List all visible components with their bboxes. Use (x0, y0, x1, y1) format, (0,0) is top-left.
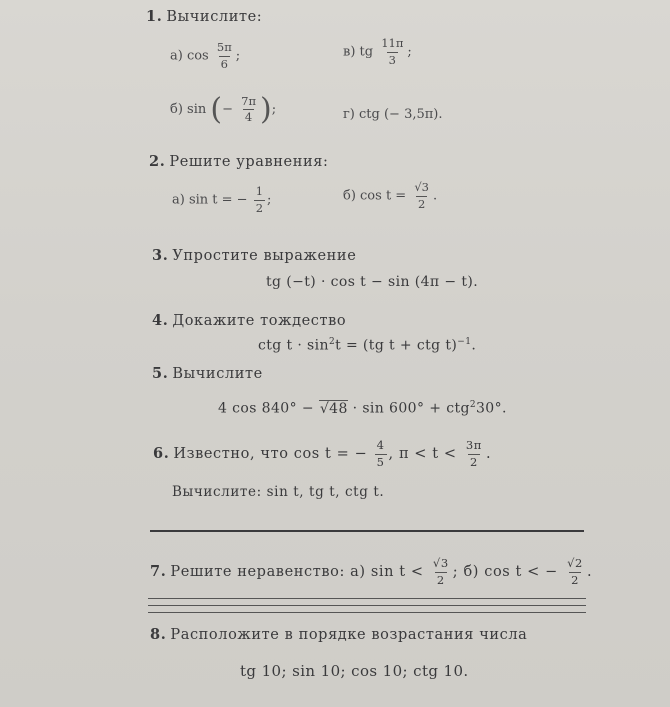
task-3-heading (152, 247, 356, 264)
task-1-item-g: г) ctg (− 3,5π). (343, 107, 443, 122)
task-6-number: 6. (153, 445, 170, 462)
task-1-heading (146, 8, 262, 25)
task-7-heading: 7. Решите неравенство: а) sin t < $\frac{√3}{2}$ ; б) cos t < − $\frac{√2}{2}$ . (150, 556, 593, 587)
task-5-title: Вычислите (172, 366, 263, 382)
task-4-heading (152, 312, 346, 329)
task-2-item-a: а) sin t = − $\frac{1}{2}$ ; (172, 184, 272, 215)
task-5-expression: 4 cos 840° − √48 · sin 600° + ctg$^2$30°. (218, 400, 507, 417)
task-2-number: 2. (149, 153, 166, 170)
divider (148, 605, 586, 606)
divider (148, 598, 586, 599)
task-6-subquestion: Вычислите: sin t, tg t, ctg t. (172, 484, 385, 500)
task-8-expression: tg 10; sin 10; cos 10; ctg 10. (240, 662, 469, 680)
task-2-item-b: б) cos t = $\frac{√3}{2}$ . (343, 180, 438, 211)
task-1-item-b: б) sin (− $\frac{7\pi}{4}$ ); (170, 92, 277, 127)
fraction: $\frac{7\pi}{4}$ (241, 93, 257, 124)
task-8-number: 8. (150, 626, 167, 643)
task-1-number: 1. (146, 8, 163, 25)
divider (148, 612, 586, 613)
fraction: $\frac{1}{2}$ (255, 184, 264, 215)
task-3-title: Упростите выражение (172, 248, 357, 264)
task-1-title: Вычислите: (166, 9, 263, 25)
task-4-title: Докажите тождество (172, 313, 347, 329)
fraction: $\frac{11\pi}{3}$ (381, 36, 404, 67)
fraction: $\frac{5\pi}{6}$ (216, 40, 232, 71)
task-5-number: 5. (152, 365, 169, 382)
task-2-heading (149, 153, 328, 170)
task-1-item-a: а) cos $\frac{5\pi}{6}$ ; (170, 40, 241, 71)
fraction: $\frac{√3}{2}$ (414, 180, 429, 211)
task-5-heading (152, 365, 263, 382)
divider (150, 530, 584, 532)
fraction: $\frac{√3}{2}$ (432, 556, 449, 587)
fraction: $\frac{3\pi}{2}$ (465, 438, 482, 469)
task-2-title: Решите уравнения: (169, 154, 329, 170)
task-7-number: 7. (150, 563, 167, 580)
task-3-expression: tg (−t) · cos t − sin (4π − t). (266, 274, 479, 290)
task-3-number: 3. (152, 247, 169, 264)
task-4-expression: ctg $t \cdot \sin^2t = (tg$ t + ctg t)$^{-1}$. (258, 337, 477, 354)
task-4-number: 4. (152, 312, 169, 329)
fraction: $\frac{√2}{2}$ (567, 556, 583, 587)
task-1-item-v: в) tg $\frac{11\pi}{3}$ ; (343, 36, 412, 67)
fraction: $\frac{4}{5}$ (376, 438, 385, 469)
task-8-heading: 8. Расположите в порядке возрастания числа (150, 626, 528, 643)
task-6-heading: 6. Известно, что cos t = − $\frac{4}{5}$ , π < t < $\frac{3\pi}{2}$ . (153, 438, 492, 469)
